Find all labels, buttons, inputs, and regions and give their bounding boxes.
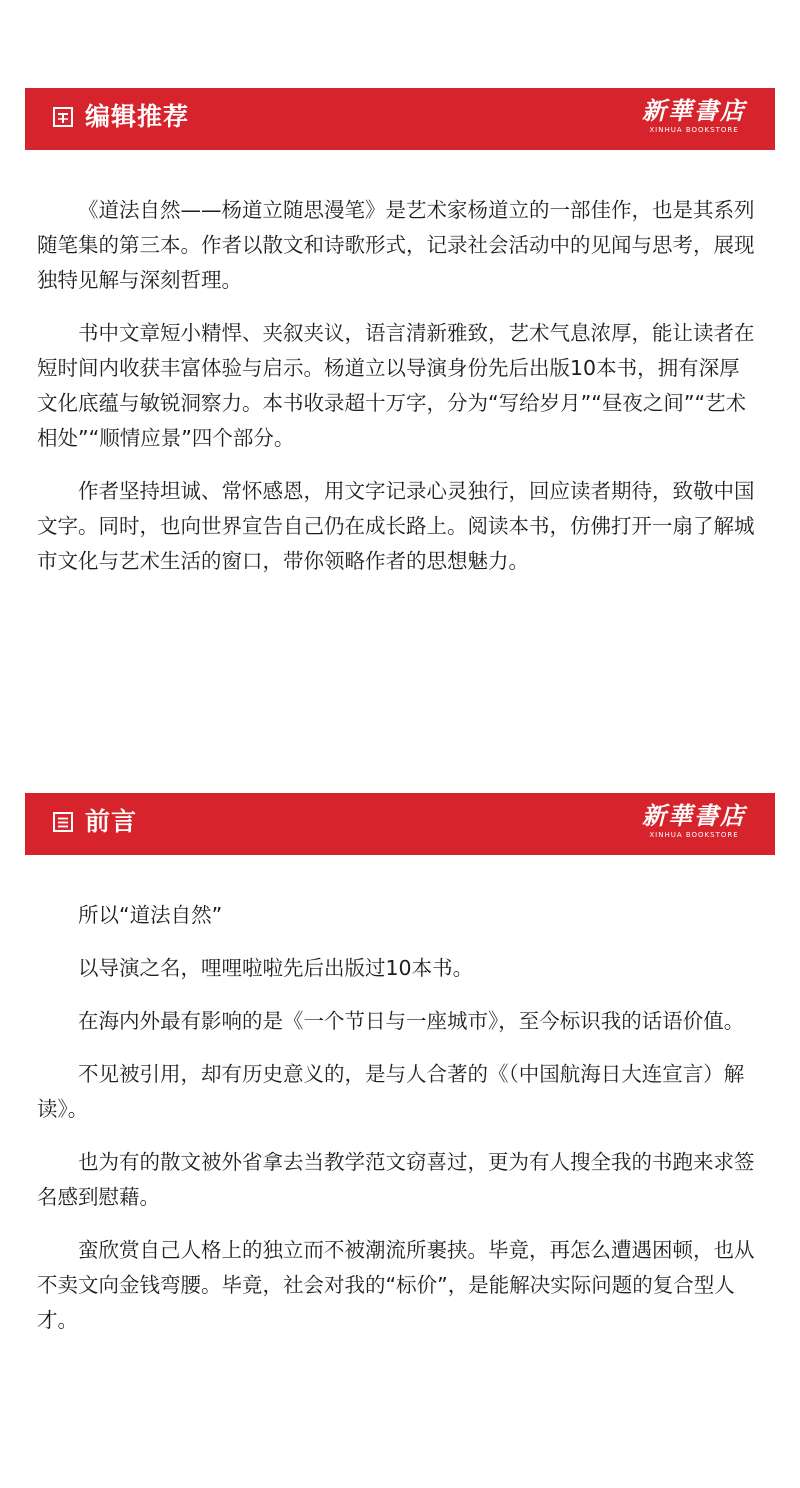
xinhua-bookstore-logo	[639, 802, 749, 846]
section-header-preface	[25, 793, 775, 855]
paragraph: 《道法自然——杨道立随思漫笔》是艺术家杨道立的一部佳作，也是其系列随笔集的第三本。作者以散文和诗歌形式，记录社会活动中的见闻与思考，展现独特见解与深刻哲理。	[37, 198, 755, 292]
section-body-preface	[37, 898, 757, 1356]
section-title: 前言	[85, 807, 138, 836]
section-header-editor-recommendation	[25, 88, 775, 150]
paragraph: 蛮欣赏自己人格上的独立而不被潮流所裹挟。毕竟，再怎么遭遇困顿，也从不卖文向金钱弯腰。毕竟，社会对我的“标价”，是能解决实际问题的复合型人才。	[37, 1238, 755, 1332]
paragraph: 在海内外最有影响的是《一个节日与一座城市》，至今标识我的话语价值。	[78, 1009, 745, 1033]
section-body-editor-recommendation	[37, 193, 757, 597]
paragraph: 所以“道法自然”	[78, 903, 223, 927]
paragraph: 以导演之名，哩哩啦啦先后出版过10本书。	[78, 956, 474, 980]
paragraph: 不见被引用，却有历史意义的，是与人合著的《（中国航海日大连宣言）解读》。	[37, 1062, 745, 1121]
logo-english-text: XINHUA BOOKSTORE	[649, 831, 739, 839]
paragraph: 书中文章短小精悍、夹叙夹议，语言清新雅致，艺术气息浓厚，能让读者在短时间内收获丰富体验与启示。杨道立以导演身份先后出版10本书，拥有深厚文化底蕴与敏锐洞察力。本书收录超十万字，分为“写给岁月”“昼夜之间”“艺术相处”“顺情应景”四个部分。	[37, 321, 755, 450]
xinhua-bookstore-logo	[639, 97, 749, 141]
logo-english-text: XINHUA BOOKSTORE	[649, 126, 739, 134]
paragraph: 作者坚持坦诚、常怀感恩，用文字记录心灵独行，回应读者期待，致敬中国文字。同时，也向世界宣告自己仍在成长路上。阅读本书，仿佛打开一扇了解城市文化与艺术生活的窗口，带你领略作者的思想魅力。	[37, 479, 755, 573]
paragraph: 也为有的散文被外省拿去当教学范文窃喜过，更为有人搜全我的书跑来求签名感到慰藉。	[37, 1150, 755, 1209]
logo-chinese-text: 新華書店	[642, 96, 746, 125]
logo-chinese-text: 新華書店	[642, 801, 746, 830]
list-document-icon	[52, 811, 74, 833]
section-title: 编辑推荐	[85, 102, 190, 131]
document-icon	[52, 106, 74, 128]
